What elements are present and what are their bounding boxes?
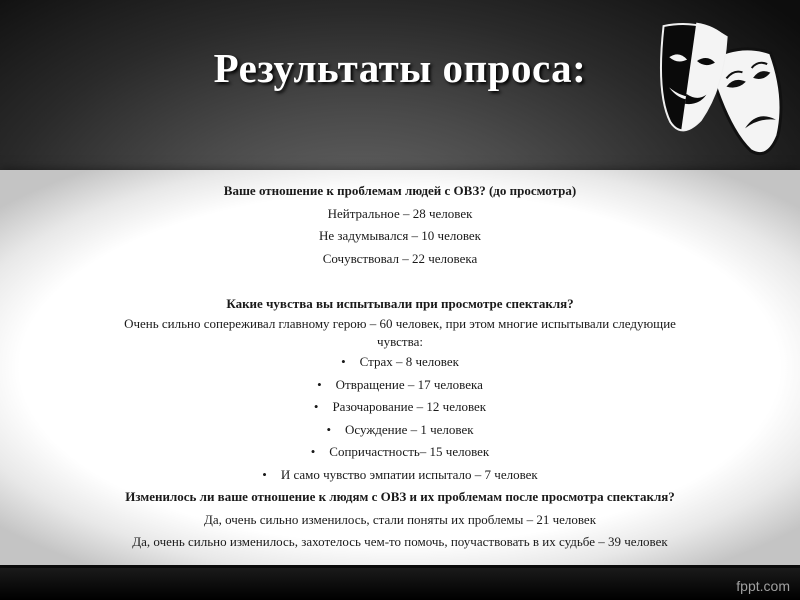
bullet-icon: • — [313, 399, 319, 414]
bullet-item — [30, 441, 770, 464]
question-1: Ваше отношение к проблемам людей с ОВЗ? (до просмотра) — [223, 183, 577, 198]
bullet-item-label: Сопричастность– 15 человек — [329, 444, 490, 459]
brand-watermark: fppt.com — [736, 578, 790, 594]
question-2: Какие чувства вы испытывали при просмотре спектакля? — [226, 295, 574, 311]
question-3: Изменилось ли ваше отношение к людям с ОВЗ и их проблемам после просмотра спектакля? — [125, 489, 675, 504]
theater-masks-icon — [648, 12, 793, 167]
bullet-icon: • — [317, 376, 322, 392]
bullet-icon: • — [310, 444, 316, 459]
answer-item: Да, очень сильно изменилось, стали поняты их проблемы – 21 человек — [203, 511, 597, 527]
question-2-intro: Очень сильно сопереживал главному герою – 60 человек, при этом многие испытывали следующие — [124, 316, 676, 331]
bullet-item — [30, 419, 770, 442]
bullet-item-label: Разочарование – 12 человек — [332, 399, 487, 414]
bullet-icon: • — [326, 421, 331, 437]
answer-item: Сочувствовал – 22 человека — [322, 250, 478, 266]
bullet-icon: • — [262, 466, 267, 482]
survey-results — [30, 180, 770, 554]
bullet-item — [30, 374, 770, 397]
bullet-item — [30, 351, 770, 374]
bullet-icon: • — [341, 354, 346, 369]
answer-item: Нейтральное – 28 человек — [327, 205, 473, 221]
slide-title: Результаты опроса: — [213, 45, 587, 91]
bullet-item-label: Осуждение – 1 человек — [345, 421, 474, 437]
spacer — [30, 270, 770, 293]
bullet-item — [30, 396, 770, 419]
answer-item: Да, очень сильно изменилось, захотелось чем-то помочь, поучаствовать в их судьбе – 39 человек — [132, 534, 668, 549]
bullet-item-label: И само чувство эмпатии испытало – 7 человек — [280, 466, 538, 482]
bullet-item — [30, 464, 770, 487]
question-2-intro-cont: чувства: — [377, 334, 423, 349]
bullet-item-label: Отвращение – 17 человека — [335, 376, 483, 392]
bullet-item-label: Страх – 8 человек — [359, 354, 459, 369]
footer-bar — [0, 568, 800, 600]
answer-item: Не задумывался – 10 человек — [319, 228, 481, 243]
